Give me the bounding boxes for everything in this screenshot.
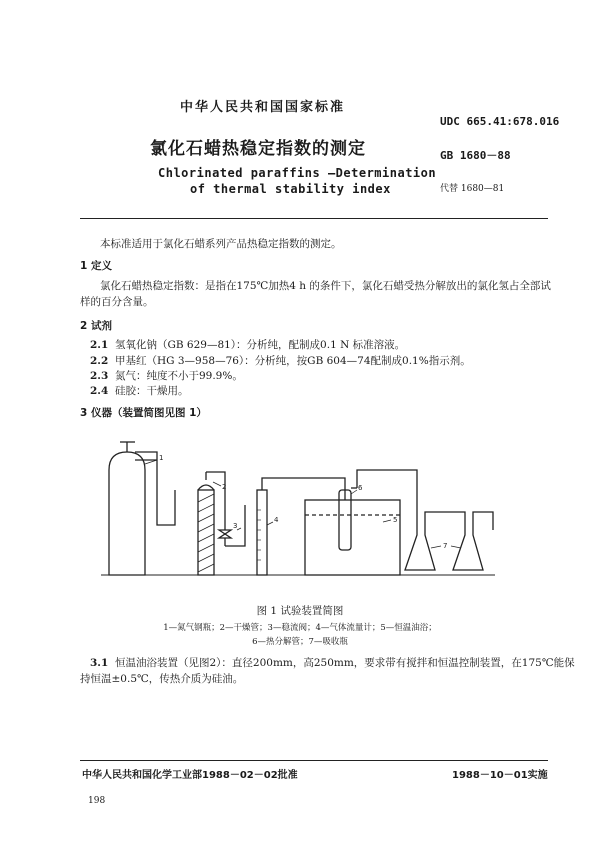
reagent-item <box>90 368 243 384</box>
reagent-text: 氮气：纯度不小于99.9%。 <box>114 370 243 382</box>
reagent-item <box>90 337 405 353</box>
oil-bath <box>305 500 400 575</box>
figure-legend-line2: 6—热分解管；7—吸收瓶 <box>252 637 348 647</box>
steady-flow-valve <box>219 530 231 538</box>
nitrogen-cylinder <box>109 452 145 575</box>
document-title-en-line1: Chlorinated paraffins —Determination <box>158 166 437 180</box>
header-divider <box>80 218 548 219</box>
implementation-date: 1988－10－01实施 <box>452 770 548 781</box>
udc-code: UDC 665.41:678.016 <box>440 115 560 128</box>
document-title-en-line2: of thermal stability index <box>190 182 391 196</box>
standard-header: 中华人民共和国国家标准 <box>180 100 346 115</box>
replaces-note: 代替 1680—81 <box>440 184 505 194</box>
reagent-num: 2.1 <box>90 339 109 351</box>
section-1-heading: 1 定义 <box>80 260 112 272</box>
reagent-text: 硅胶：干燥用。 <box>114 385 189 397</box>
section-1-line1: 氯化石蜡热稳定指数：是指在175℃加热4 h 的条件下，氯化石蜡受热分解放出的氯化氢占全部试 <box>100 280 551 292</box>
label-4: 4 <box>274 516 279 524</box>
section-3-heading: 3 仪器（装置简图见图 1） <box>80 407 207 419</box>
section-2-heading: 2 试剂 <box>80 320 112 332</box>
page-number: 198 <box>88 796 106 806</box>
section-3-1-text: 恒温油浴装置（见图2）：直径200mm，高250mm，要求带有搅拌和恒温控制装置，在175℃能保 <box>114 657 575 669</box>
reagent-item <box>90 353 471 369</box>
gas-flowmeter <box>257 490 267 575</box>
label-5: 5 <box>393 516 398 524</box>
label-1: 1 <box>159 454 164 462</box>
section-3-1-line2: 持恒温±0.5℃，传热介质为硅油。 <box>80 673 244 685</box>
reagent-text: 氢氧化钠（GB 629—81）：分析纯，配制成0.1 N 标准溶液。 <box>114 339 406 351</box>
tube-dryer-to-valve <box>206 472 225 530</box>
label-7: 7 <box>443 542 448 550</box>
tube-cylinder-to-dryer <box>135 452 175 525</box>
reagent-num: 2.3 <box>90 370 109 382</box>
label-2: 2 <box>222 483 227 491</box>
reagent-text: 甲基红（HG 3—958—76）：分析纯，按GB 604—74配制成0.1%指示剂。 <box>114 355 471 367</box>
figure-caption: 图 1 试验装置简图 <box>256 605 344 617</box>
footer-divider <box>80 760 548 761</box>
approval-line: 中华人民共和国化学工业部1988－02－02批准 <box>82 770 298 781</box>
gb-code: GB 1680－88 <box>440 149 511 162</box>
drying-tube-top <box>198 485 214 490</box>
intro-paragraph: 本标准适用于氯化石蜡系列产品热稳定指数的测定。 <box>100 238 342 250</box>
absorption-flask-2 <box>453 520 483 570</box>
reagent-num: 2.2 <box>90 355 109 367</box>
apparatus-diagram <box>95 430 505 590</box>
absorption-flask-1 <box>405 520 435 570</box>
label-6: 6 <box>358 484 363 492</box>
figure-legend-line1: 1—氮气钢瓶；2—干燥管；3—稳流阀；4—气体流量计；5—恒温油浴； <box>163 623 437 633</box>
reagent-item <box>90 383 188 399</box>
label-3: 3 <box>233 522 238 530</box>
tube-bath-to-absorber <box>357 470 417 520</box>
section-3-1-line1 <box>90 655 575 671</box>
section-3-1-num: 3.1 <box>90 657 109 669</box>
reagent-num: 2.4 <box>90 385 109 397</box>
document-title-cn: 氯化石蜡热稳定指数的测定 <box>150 139 366 159</box>
drying-tube <box>198 490 214 575</box>
tube-flowmeter-to-bath <box>262 478 345 500</box>
section-1-line2: 样的百分含量。 <box>80 296 154 308</box>
